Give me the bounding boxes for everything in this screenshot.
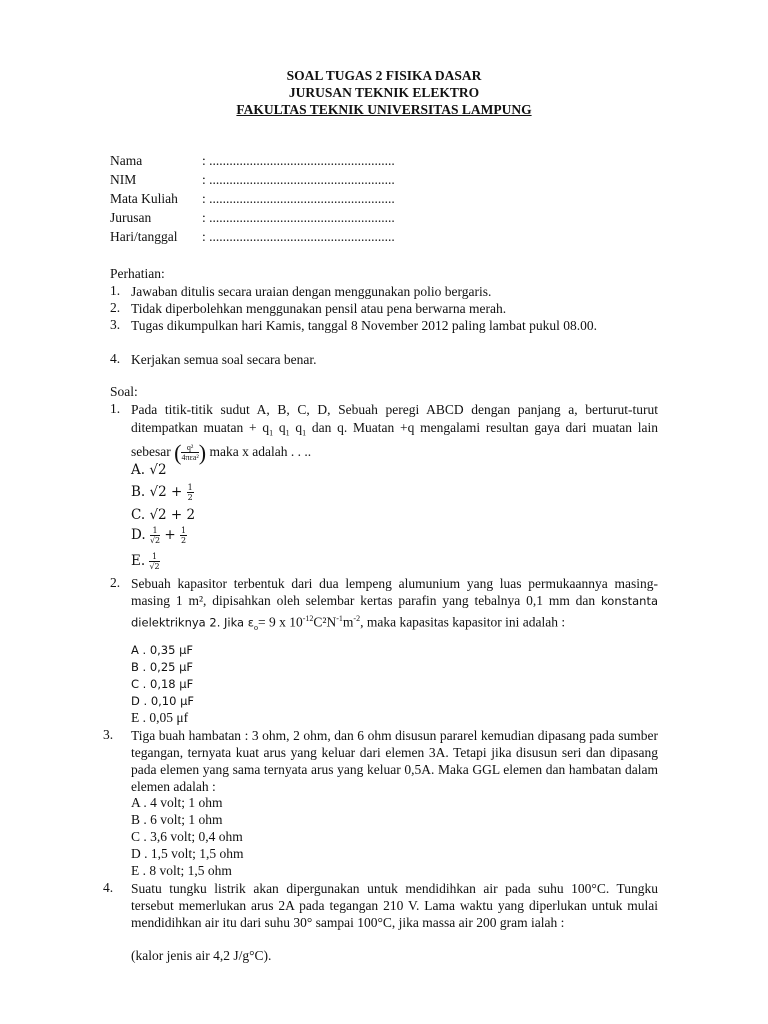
notice-heading: Perhatian:	[110, 266, 165, 281]
field-hari-tanggal	[110, 229, 395, 245]
q3-option-d: D . 1,5 volt; 1,5 ohm	[131, 846, 244, 861]
force-fraction: $\frac{\text{q²}}{\text{4πεa²}}$	[181, 443, 199, 463]
doc-subtitle-department: JURUSAN TEKNIK ELEKTRO	[288, 85, 480, 100]
q3-option-a: A . 4 volt; 1 ohm	[131, 795, 223, 810]
field-label: Jurusan	[110, 210, 152, 225]
q2-option-e: E . 0,05 μf	[131, 710, 189, 725]
field-mata-kuliah	[110, 191, 395, 207]
q1-option-e: E. $\frac{1}{√2}$	[131, 552, 160, 571]
question-4: 4. Suatu tungku listrik akan dipergunakan untuk mendidihkan air pada suhu 100°C. Tungku tersebut memerlukan arus 2A pada tegangan 210 V. Lama waktu yang diperlukan untuk mulai mendidihkan air itu dari suhu 30° sampai 100°C, jika massa air 200 gram ialah :	[103, 880, 658, 930]
notice-item: 1. Jawaban ditulis secara uraian dengan menggunakan polio bergaris.	[110, 283, 492, 299]
q4-note: (kalor jenis air 4,2 J/g°C).	[131, 948, 272, 963]
field-label: Mata Kuliah	[110, 191, 178, 206]
field-nama	[110, 153, 395, 169]
q3-option-b: B . 6 volt; 1 ohm	[131, 812, 223, 827]
question-3: 3. Tiga buah hambatan : 3 ohm, 2 ohm, dan 6 ohm disusun pararel kemudian dipasang pada sumber tegangan, ternyata kuat arus yang keluar dari elemen 3A. Tetapi jika disusun seri dan dipasang pada elemen yang sama ternyata arus yang keluar 0,5A. Maka GGL elemen dan hambatan dalam elemen adalah :	[103, 727, 658, 794]
q1-option-a: A. √2	[131, 462, 167, 478]
questions-heading: Soal:	[110, 384, 138, 399]
q2-option-b: B . 0,25 μF	[131, 660, 194, 674]
notice-item: 2. Tidak diperbolehkan menggunakan pensil atau pena berwarna merah.	[110, 300, 507, 316]
field-label: Hari/tanggal	[110, 229, 178, 244]
q1-option-d: D. $\frac{1}{√2}$ + $\frac{1}{2}$	[131, 526, 187, 545]
field-blank: : .......................................................	[202, 229, 395, 244]
question-2: 2. Sebuah kapasitor terbentuk dari dua lempeng alumunium yang luas permukaannya masing-masing 1 m², dipisahkan oleh selembar kertas parafin yang tebalnya 0,1 mm dan konstanta dielektriknya 2. Jika $\varepsilon_o= 9$ x $10^{-12}C^2N^{-1}m^{-2}$, maka kapasitas kapasitor ini adalah :	[110, 575, 658, 633]
field-nim	[110, 172, 395, 188]
q3-option-e: E . 8 volt; 1,5 ohm	[131, 863, 232, 878]
field-jurusan	[110, 210, 395, 226]
question-1: 1. Pada titik-titik sudut A, B, C, D, Sebuah peregi ABCD dengan panjang a, berturut-turut ditempatkan $muatan + q_1$ $q_1$ $q_1$ dan q. Muatan +q mengalami resultan gaya dari muatan lain sebesar ( $\frac{\text{q²}}{\text{4πεa²}}$ ) maka x adalah . . ..	[110, 401, 659, 465]
notice-item: 4. Kerjakan semua soal secara benar.	[110, 351, 317, 367]
q3-option-c: C . 3,6 volt; 0,4 ohm	[131, 829, 243, 844]
field-blank: : .......................................................	[202, 153, 395, 168]
field-label: Nama	[110, 153, 143, 168]
field-blank: : .......................................................	[202, 172, 395, 187]
field-label: NIM	[110, 172, 137, 187]
field-blank: : .......................................................	[202, 210, 395, 225]
notice-item: 3. Tugas dikumpulkan hari Kamis, tanggal 8 November 2012 paling lambat pukul 08.00.	[110, 317, 597, 333]
q2-option-a: A . 0,35 μF	[131, 643, 194, 657]
doc-title: SOAL TUGAS 2 FISIKA DASAR	[286, 68, 482, 83]
doc-subtitle-faculty: FAKULTAS TEKNIK UNIVERSITAS LAMPUNG	[236, 102, 532, 117]
q1-option-b: B. √2 + $\frac{1}{2}$	[131, 483, 193, 502]
field-blank: : .......................................................	[202, 191, 395, 206]
q2-option-c: C . 0,18 μF	[131, 677, 194, 691]
q1-option-c: C. √2 + 2	[131, 507, 196, 523]
q2-option-d: D . 0,10 μF	[131, 694, 195, 708]
